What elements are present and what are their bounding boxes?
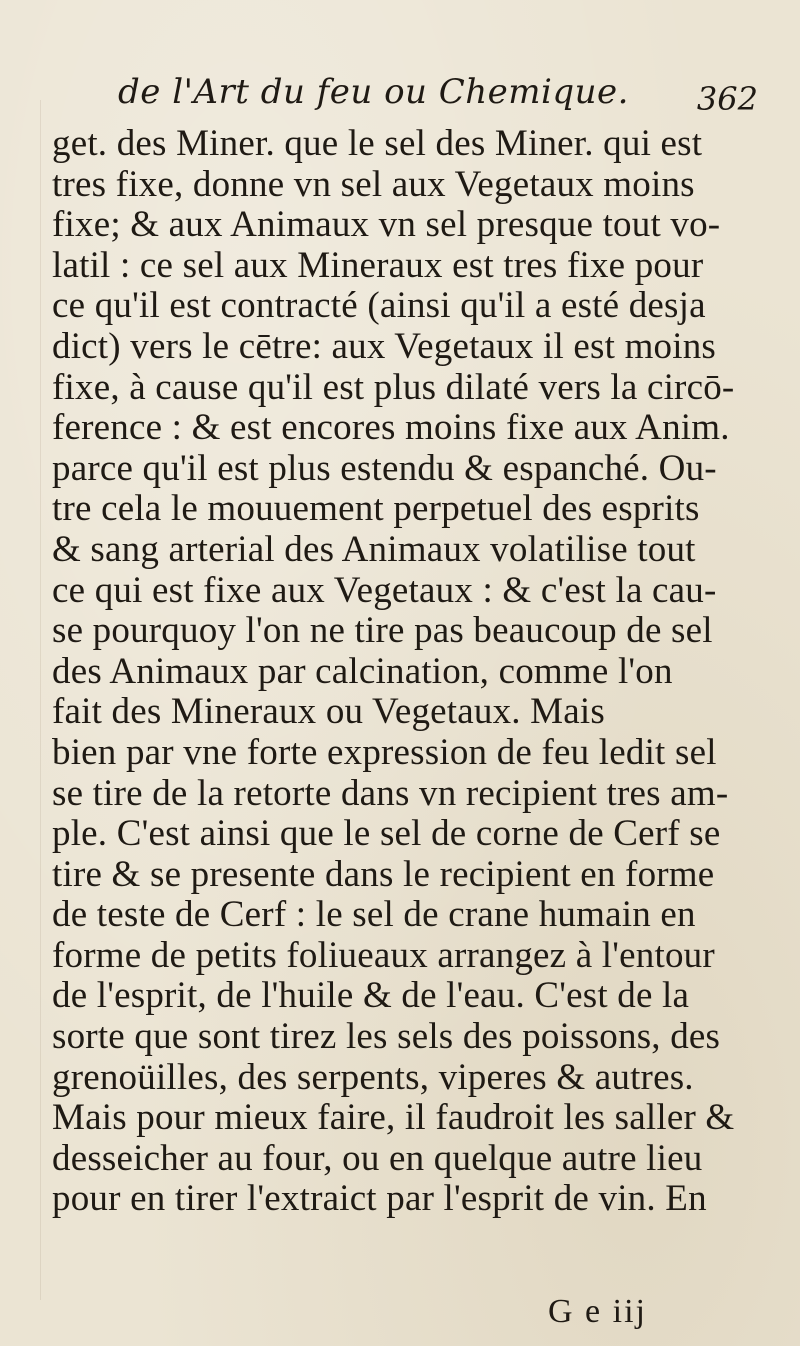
text-line: dict) vers le cētre: aux Vegetaux il est moins — [52, 326, 717, 367]
body-text — [52, 124, 792, 1220]
running-title: de l'Art du feu ou Chemique. — [118, 72, 629, 112]
text-line: de l'esprit, de l'huile & de l'eau. C'est de la — [52, 976, 690, 1017]
text-line: desseicher au four, ou en quelque autre lieu — [52, 1138, 703, 1179]
text-line: fixe, à cause qu'il est plus dilaté vers la circō- — [52, 367, 735, 408]
text-line: ce qui est fixe aux Vegetaux : & c'est la cau- — [52, 570, 717, 611]
text-line: latil : ce sel aux Mineraux est tres fixe pour — [52, 245, 704, 286]
text-line: bien par vne forte expression de feu ledit sel — [52, 732, 717, 773]
text-line: pour en tirer l'extraict par l'esprit de vin. En — [52, 1179, 707, 1220]
text-line: ple. C'est ainsi que le sel de corne de Cerf se — [52, 814, 721, 855]
text-line: forme de petits foliueaux arrangez à l'entour — [52, 935, 715, 976]
text-line: des Animaux par calcination, comme l'on — [52, 651, 673, 692]
text-line: parce qu'il est plus estendu & espanché. Ou- — [52, 448, 717, 489]
text-line: tire & se presente dans le recipient en forme — [52, 854, 715, 895]
text-line: grenoüilles, des serpents, viperes & autres. — [52, 1057, 694, 1098]
text-line: ference : & est encores moins fixe aux Anim. — [52, 408, 730, 449]
running-head — [118, 72, 758, 118]
text-line: & sang arterial des Animaux volatilise tout — [52, 529, 696, 570]
text-line: tres fixe, donne vn sel aux Vegetaux moins — [52, 164, 695, 205]
text-line: tre cela le mouuement perpetuel des esprits — [52, 489, 700, 530]
page-fold-shadow — [40, 100, 41, 1300]
text-line: sorte que sont tirez les sels des poissons, des — [52, 1017, 721, 1058]
text-line: se pourquoy l'on ne tire pas beaucoup de sel — [52, 611, 713, 652]
text-line: get. des Miner. que le sel des Miner. qui est — [52, 124, 703, 164]
text-line: de teste de Cerf : le sel de crane humain en — [52, 895, 696, 936]
text-line: fixe; & aux Animaux vn sel presque tout vo- — [52, 205, 721, 246]
text-line: fait des Mineraux ou Vegetaux. Mais — [52, 692, 605, 733]
signature-mark: G e iij — [548, 1293, 647, 1330]
page-number: 362 — [696, 80, 758, 118]
text-line: ce qu'il est contracté (ainsi qu'il a esté desja — [52, 286, 706, 327]
text-line: Mais pour mieux faire, il faudroit les saller & — [52, 1098, 735, 1139]
text-line: se tire de la retorte dans vn recipient tres am- — [52, 773, 729, 814]
